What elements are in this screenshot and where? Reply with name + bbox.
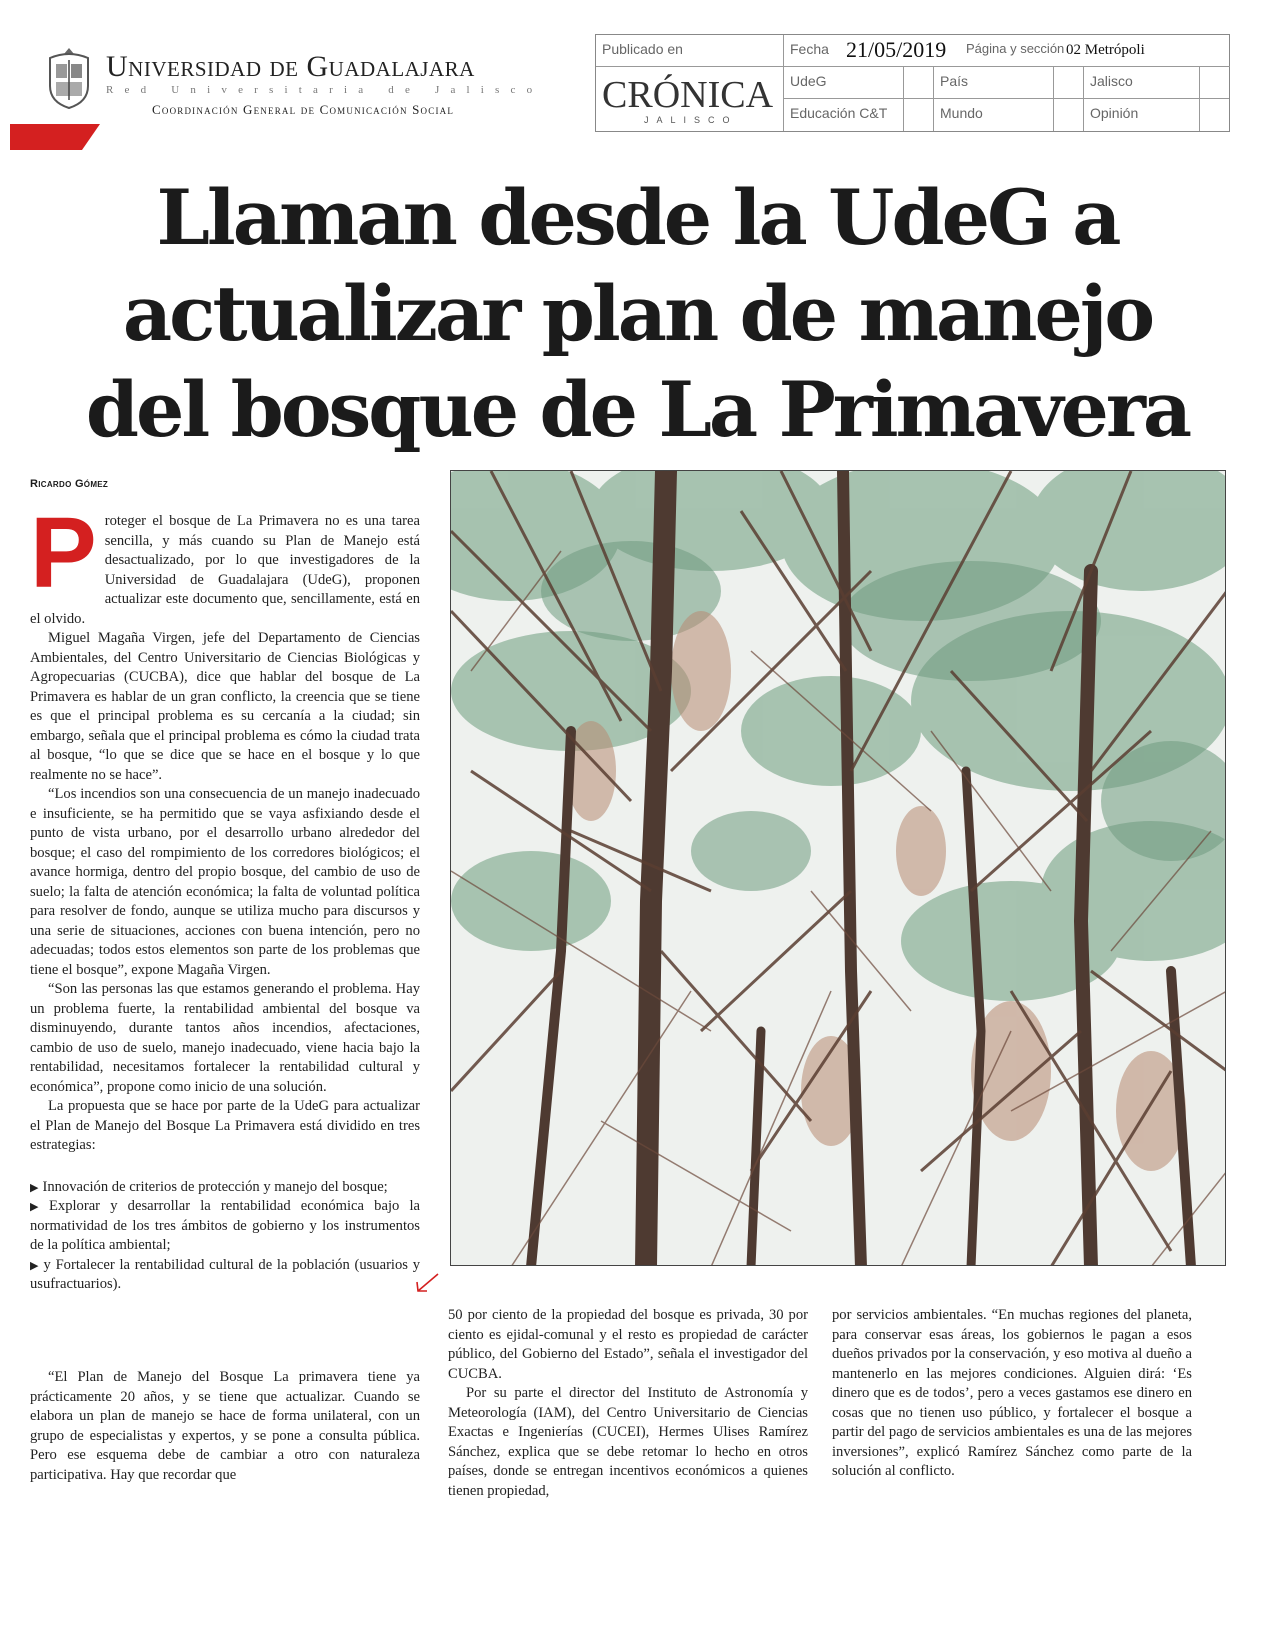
date-label: Fecha — [784, 35, 840, 67]
strategy-bullet: ▶ Explorar y desarrollar la rentabilidad económica bajo la normatividad de los tres ámbitos de gobierno y los instrumentos de la política ambiental; — [30, 1198, 420, 1253]
forest-photo — [450, 470, 1226, 1266]
newspaper-name: CRÓNICA — [602, 74, 774, 116]
section-mundo: Mundo — [934, 99, 1054, 131]
newspaper-logo — [596, 67, 784, 131]
red-corner-tab — [10, 124, 100, 150]
article-paragraph: Miguel Magaña Virgen, jefe del Departamento de Ciencias Ambientales, del Centro Universitario de Ciencias Biológicas y Agropecuarias (CUCBA), dice que hablar del bosque de La Primavera es hablar de un gran conflicto, la creencia que se tiene es que el principal problema es su cercanía a la ciudad; sin embargo, señala que el principal problema es cómo la ciudad trata al bosque, “lo que se dice que se hace en el bosque y lo que realmente no se hace”. — [30, 630, 420, 783]
page-section-label: Página y sección — [960, 35, 1060, 67]
coordination-title: Coordinación General de Comunicación Social — [152, 102, 455, 117]
section-jalisco: Jalisco — [1084, 67, 1200, 99]
strategy-bullet: ▶ Innovación de criterios de protección y manejo del bosque; — [30, 1178, 388, 1195]
section-educacion: Educación C&T — [784, 99, 904, 131]
newspaper-subtitle: JALISCO — [644, 115, 738, 125]
drop-cap: P — [30, 497, 97, 609]
article-headline: Llaman desde la UdeG a actualizar plan de manejo del bosque de La Primavera — [85, 173, 1190, 454]
article-paragraph: por servicios ambientales. “En muchas regiones del planeta, para conservar esas áreas, los gobiernos le pagan a esos dueños privados por la conservación, y eso motiva al dueño a mantenerlo en las mejores condiciones. Alguien dirá: ‘Es dinero que es de todos’, pero a veces gastamos ese dinero en cosas que no tienen uso público, y fortalecer el bosque a partir del pago de servicios ambientales es una de las mejores inversiones”, explicó Ramírez Sánchez como parte de la solución al conflicto. — [832, 1307, 1192, 1479]
date-value: 21/05/2019 — [840, 35, 960, 67]
section-box — [904, 67, 934, 99]
section-opinion: Opinión — [1084, 99, 1200, 131]
published-in-label: Publicado en — [596, 35, 784, 67]
article-byline: Ricardo Gómez — [30, 478, 109, 490]
article-paragraph: Por su parte el director del Instituto de Astronomía y Meteorología (IAM), del Centro Universitario de Ciencias Exactas e Ingenierías (CUCEI), Hermes Ulises Ramírez Sánchez, explica que se debe retomar lo hecho en otros países, donde se entregan incentivos económicos a quienes tienen propiedad, — [448, 1385, 808, 1499]
pine-forest-illustration — [451, 471, 1226, 1266]
section-box — [1054, 99, 1084, 131]
article-column-2 — [448, 1306, 808, 1501]
page-section-value: 02 Metrópoli — [1060, 35, 1230, 67]
section-udeg: UdeG — [784, 67, 904, 99]
article-column-1 — [30, 497, 420, 1295]
article-column-3 — [832, 1306, 1192, 1482]
article-paragraph: 50 por ciento de la propiedad del bosque es privada, 30 por ciento es ejidal-comunal y el resto es propiedad de carácter público, del Gobierno del Estado”, señala el investigador del CUCBA. — [448, 1307, 808, 1382]
article-paragraph: Proteger el bosque de La Primavera no es una tarea sencilla, y más cuando su Plan de Manejo está desactualizado, por lo que investigadores de la Universidad de Guadalajara (UdeG), proponen actualizar este documento que, sencillamente, está en el olvido. — [30, 497, 420, 627]
university-seal-icon — [44, 46, 94, 110]
article-paragraph: “Los incendios son una consecuencia de un manejo inadecuado e insuficiente, se ha permitido que se vaya asfixiando desde el punto de vista urbano, por el desarrollo urbano alrededor del bosque; el caso del rompimiento de los corredores biológicos; el avance hormiga, dentro del propio bosque, del cambio de uso de suelo; la falta de atención económica; la falta de voluntad política para resolver de fondo, aunque se utiliza mucho para discursos y una serie de situaciones, acciones con buena intención, pero no adecuadas; todos estos elementos son parte de los problemas que tiene el bosque”, expone Magaña Virgen. — [30, 786, 420, 978]
article-paragraph: “Son las personas las que estamos generando el problema. Hay un problema fuerte, la rentabilidad ambiental del bosque va disminuyendo, durante tantos años incendios, afectaciones, cambio de uso de suelo, manejo inadecuado, viene hacia bajo la rentabilidad, necesitamos fortalecer la rentabilidad cultural y económica”, propone como inicio de una solución. — [30, 981, 420, 1095]
section-box — [904, 99, 934, 131]
section-box — [1054, 67, 1084, 99]
bullet-triangle-icon: ▶ — [30, 1180, 39, 1194]
strategy-bullet: ▶ y Fortalecer la rentabilidad cultural de la población (usuarios y usufractuarios). — [30, 1256, 420, 1292]
university-network: Red Universitaria de Jalisco — [106, 84, 544, 96]
section-box — [1200, 67, 1229, 99]
university-name: Universidad de Guadalajara — [106, 50, 475, 83]
article-paragraph: “El Plan de Manejo del Bosque La primavera tiene ya prácticamente 20 años, y se tiene que actualizar. Cuando se elabora un plan de manejo se hace de forma unilateral, con un grupo de especialistas y expertos, y se pone a consulta pública. Pero ese esquema debe de cambiar a otro con naturaleza participativa. Hay que recordar que — [30, 1369, 420, 1483]
publication-info-table — [595, 34, 1230, 132]
bullet-triangle-icon: ▶ — [30, 1200, 45, 1213]
article-paragraph: La propuesta que se hace por parte de la UdeG para actualizar el Plan de Manejo del Bosque La Primavera está dividido en tres estrategias: — [30, 1098, 420, 1153]
bullet-triangle-icon: ▶ — [30, 1258, 40, 1272]
red-arrow-annotation-icon — [414, 1272, 440, 1294]
section-pais: País — [934, 67, 1054, 99]
article-column-1-end — [30, 1368, 420, 1485]
section-box — [1200, 99, 1229, 131]
